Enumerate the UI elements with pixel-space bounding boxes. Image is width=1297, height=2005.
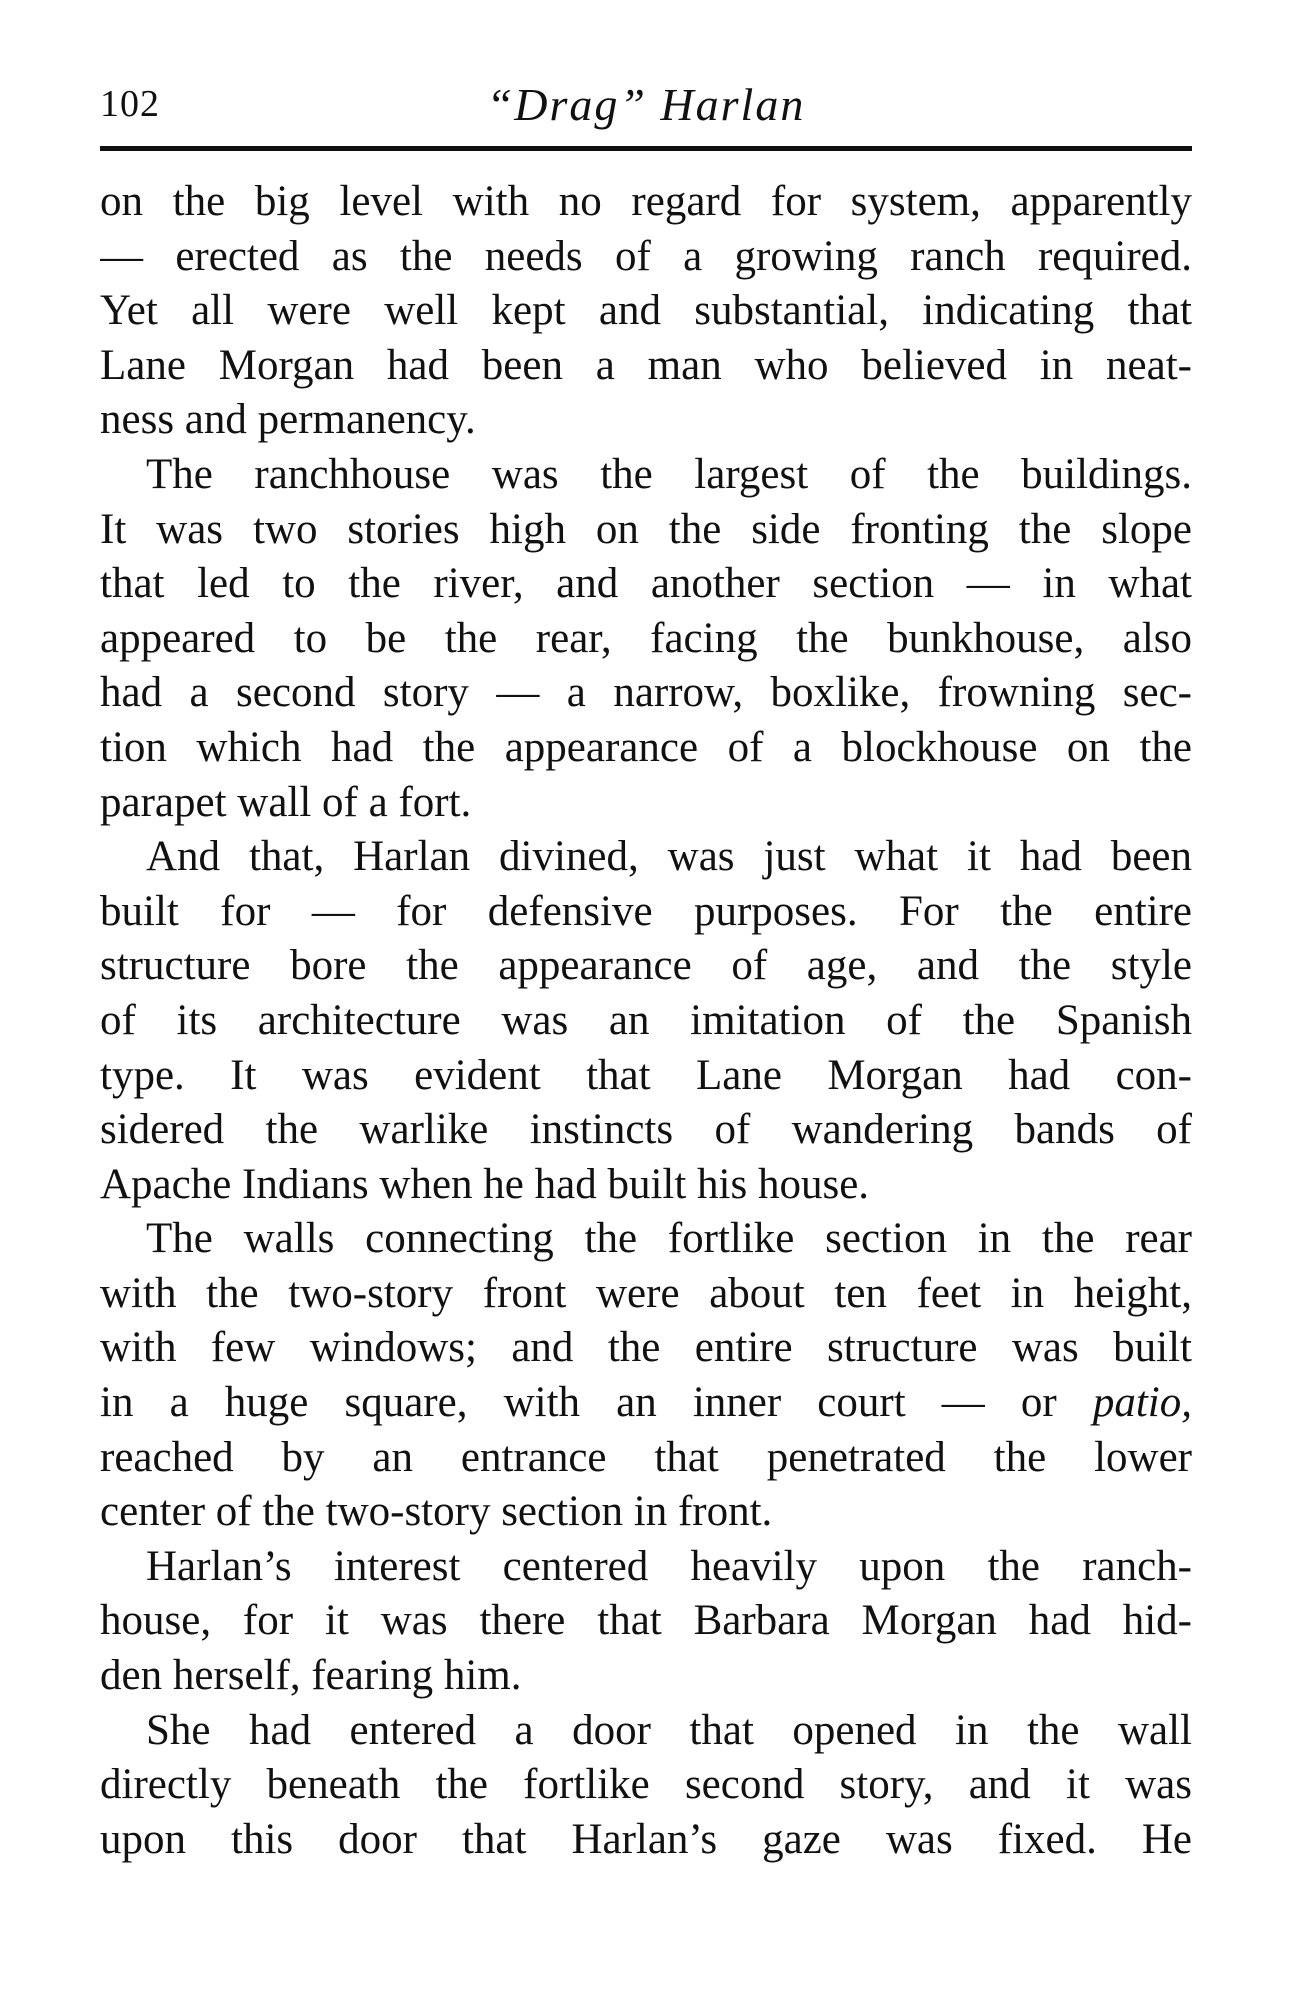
text-line: Yet all were well kept and substantial, indicating that (100, 287, 1192, 335)
text-line: And that, Harlan divined, was just what it had been (146, 833, 1192, 881)
text-line: appeared to be the rear, facing the bunkhouse, also (100, 614, 1192, 662)
text-line: — erected as the needs of a growing ranch required. (100, 232, 1192, 280)
header-rule (100, 146, 1192, 151)
text-line: parapet wall of a fort. (100, 778, 472, 826)
text-line: It was two stories high on the side fronting the slope (100, 505, 1192, 553)
text-line: tion which had the appearance of a blockhouse on the (100, 723, 1192, 771)
text-line: She had entered a door that opened in the wall (146, 1706, 1192, 1754)
text-line: of its architecture was an imitation of the Spanish (100, 996, 1192, 1044)
text-line: ness and permanency. (100, 396, 476, 444)
running-title: “Drag” Harlan (486, 79, 806, 130)
text-line: house, for it was there that Barbara Morgan had hid- (100, 1597, 1192, 1645)
text-line: that led to the river, and another section — in what (100, 560, 1192, 608)
text-line: on the big level with no regard for system, apparently (100, 178, 1192, 225)
body-text (100, 175, 1192, 1867)
text-line: built for — for defensive purposes. For the entire (100, 887, 1192, 935)
text-line: Harlan’s interest centered heavily upon the ranch- (146, 1542, 1192, 1590)
text-line: reached by an entrance that penetrated the lower (100, 1433, 1192, 1481)
text-line: with the two-story front were about ten feet in height, (100, 1269, 1192, 1317)
text-line: Apache Indians when he had built his house. (100, 1160, 870, 1208)
text-line: had a second story — a narrow, boxlike, frowning sec- (100, 669, 1192, 717)
text-line: structure bore the appearance of age, and the style (100, 942, 1192, 990)
text-line: den herself, fearing him. (100, 1652, 522, 1700)
italic-word: patio, (1092, 1379, 1192, 1427)
text-line: The walls connecting the fortlike section in the rear (146, 1215, 1192, 1263)
text-line: Lane Morgan had been a man who believed in neat- (100, 341, 1192, 389)
text-line: with few windows; and the entire structure was built (100, 1324, 1192, 1372)
text-line: type. It was evident that Lane Morgan had con- (100, 1051, 1192, 1099)
text-line: center of the two-story section in front. (100, 1488, 773, 1536)
text-line: directly beneath the fortlike second story, and it was (100, 1761, 1192, 1809)
text-line: The ranchhouse was the largest of the buildings. (146, 450, 1192, 498)
book-page (100, 72, 1192, 1867)
page-number: 102 (100, 83, 160, 125)
text-line: upon this door that Harlan’s gaze was fixed. He (100, 1815, 1192, 1863)
text-line: sidered the warlike instincts of wandering bands of (100, 1106, 1192, 1154)
text-line: in a huge square, with an inner court — or patio, (100, 1379, 1192, 1427)
running-head (100, 72, 1192, 132)
